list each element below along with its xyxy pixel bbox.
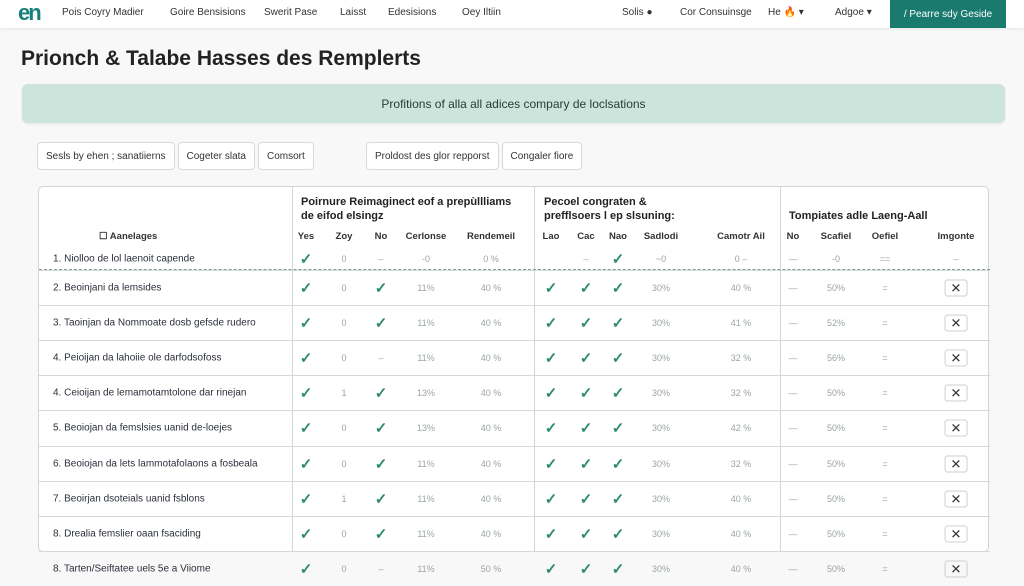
table-cell: = bbox=[882, 458, 888, 469]
check-icon: ✓ bbox=[544, 455, 558, 473]
table-cell: = bbox=[882, 423, 888, 434]
remove-button[interactable]: ✕ bbox=[945, 560, 968, 577]
table-cell: 0 bbox=[341, 318, 347, 329]
nav-item[interactable]: Swerit Pase bbox=[264, 7, 318, 18]
check-icon: ✓ bbox=[544, 420, 558, 438]
table-cell: 30% bbox=[651, 423, 671, 434]
table-cell: 50% bbox=[826, 423, 846, 434]
table-cell: — bbox=[788, 283, 798, 294]
check-icon: ✓ bbox=[544, 385, 558, 403]
table-cell: 52% bbox=[826, 318, 846, 329]
row-label: 2. Beoinjani da lemsides bbox=[53, 282, 162, 294]
table-cell: 50% bbox=[826, 458, 846, 469]
filter-button[interactable]: Proldost des glor repporst bbox=[366, 142, 499, 170]
table-cell: 40 % bbox=[480, 318, 502, 329]
table-cell: 11% bbox=[417, 283, 435, 294]
table-cell: 30% bbox=[651, 493, 671, 504]
table-cell: -0 bbox=[421, 254, 431, 264]
table-cell: = bbox=[882, 528, 888, 539]
filter-group bbox=[366, 142, 582, 170]
filter-button[interactable]: Comsort bbox=[258, 142, 314, 170]
table-cell: 11% bbox=[417, 563, 435, 574]
check-icon: ✓ bbox=[611, 455, 625, 473]
table-cell: 11% bbox=[417, 493, 435, 504]
check-icon: ✓ bbox=[579, 525, 593, 543]
top-nav bbox=[0, 0, 1024, 28]
table-row[interactable] bbox=[39, 516, 990, 551]
table-cell: – bbox=[378, 254, 384, 264]
table-cell: 0 % bbox=[483, 254, 499, 264]
check-icon: ✓ bbox=[611, 251, 625, 268]
table-cell: — bbox=[788, 563, 798, 574]
table-cell: 30% bbox=[651, 528, 671, 539]
table-cell: 0 bbox=[341, 528, 347, 539]
check-icon: ✓ bbox=[544, 560, 558, 578]
table-cell: 40 % bbox=[730, 493, 752, 504]
check-icon: ✓ bbox=[299, 455, 313, 473]
row-label: 8. Drealia femslier oaan fsaciding bbox=[53, 528, 201, 540]
page-title: Prionch & Talabe Hasses des Remplerts bbox=[21, 47, 421, 70]
info-banner: Profitions of alla all adices compary de loclsations bbox=[22, 84, 1005, 123]
table-cell: 56% bbox=[826, 353, 846, 364]
table-row[interactable] bbox=[39, 551, 990, 586]
table-cell: = bbox=[882, 283, 888, 294]
table-cell: — bbox=[788, 254, 798, 264]
check-icon: ✓ bbox=[299, 280, 313, 298]
remove-button[interactable]: ✕ bbox=[945, 315, 968, 332]
table-row[interactable] bbox=[39, 481, 990, 516]
row-label: 4. Peioijan da lahoiie ole darfodsofoss bbox=[53, 352, 222, 364]
table-cell: 11% bbox=[417, 528, 435, 539]
nav-item[interactable]: Goire Bensisions bbox=[170, 7, 246, 18]
table-cell: 40 % bbox=[480, 493, 502, 504]
nav-item[interactable]: Oey Iltiin bbox=[462, 7, 501, 18]
table-cell: 0 bbox=[341, 254, 347, 264]
check-icon: ✓ bbox=[611, 525, 625, 543]
table-cell: 50 % bbox=[480, 563, 502, 574]
table-cell: 40 % bbox=[480, 528, 502, 539]
check-icon: ✓ bbox=[299, 560, 313, 578]
column-header[interactable]: Yes bbox=[297, 231, 315, 242]
column-header[interactable]: Sadlodi bbox=[643, 231, 679, 242]
table-cell: 0 bbox=[341, 563, 347, 574]
table-cell: = bbox=[882, 353, 888, 364]
remove-button[interactable]: ✕ bbox=[945, 490, 968, 507]
table-cell: 50% bbox=[826, 388, 846, 399]
column-header[interactable]: ☐ Aanelages bbox=[99, 231, 158, 242]
table-cell: 40 % bbox=[730, 283, 752, 294]
table-cell: 30% bbox=[651, 458, 671, 469]
check-icon: ✓ bbox=[374, 525, 388, 543]
check-icon: ✓ bbox=[544, 350, 558, 368]
table-row[interactable] bbox=[39, 270, 990, 305]
table-cell: – bbox=[378, 563, 384, 574]
table-cell: 50% bbox=[826, 493, 846, 504]
table-cell: 40 % bbox=[480, 388, 502, 399]
row-label: 7. Beoirjan dsoteials uanid fsblons bbox=[53, 493, 205, 505]
check-icon: ✓ bbox=[611, 490, 625, 508]
check-icon: ✓ bbox=[374, 455, 388, 473]
check-icon: ✓ bbox=[374, 280, 388, 298]
filter-button[interactable]: Sesls by ehen ; sanatiierns bbox=[37, 142, 175, 170]
check-icon: ✓ bbox=[579, 420, 593, 438]
remove-button[interactable]: ✕ bbox=[945, 350, 968, 367]
table-cell: = bbox=[882, 563, 888, 574]
remove-button[interactable]: ✕ bbox=[945, 280, 968, 297]
logo[interactable]: en bbox=[18, 0, 40, 25]
column-header[interactable]: Scafiel bbox=[820, 231, 852, 242]
check-icon: ✓ bbox=[611, 315, 625, 333]
table-cell: – bbox=[953, 254, 959, 264]
table-cell: 32 % bbox=[730, 458, 752, 469]
check-icon: ✓ bbox=[579, 280, 593, 298]
table-row[interactable] bbox=[39, 446, 990, 481]
group-header: Poirnure Reimaginect eof a prepùllliams de eifod elsingz bbox=[301, 196, 512, 222]
remove-button[interactable]: ✕ bbox=[945, 525, 968, 542]
table-cell: — bbox=[788, 528, 798, 539]
table-cell: = bbox=[882, 493, 888, 504]
check-icon: ✓ bbox=[579, 560, 593, 578]
row-label: 4. Ceioijan de lemamotamtolone dar rinejan bbox=[53, 387, 247, 399]
row-label: 8. Tarten/Seiftatee uels 5e a Viiome bbox=[53, 563, 211, 575]
column-header[interactable]: Nao bbox=[609, 231, 627, 242]
row-label: 5. Beoiojan da femslsies uanid de-loejes bbox=[53, 422, 232, 434]
check-icon: ✓ bbox=[579, 490, 593, 508]
table-cell: 11% bbox=[417, 458, 435, 469]
column-header[interactable]: No bbox=[786, 231, 800, 242]
table-cell: 0 bbox=[341, 423, 347, 434]
column-header[interactable]: Zoy bbox=[335, 231, 353, 242]
table-row[interactable] bbox=[39, 249, 990, 270]
table-cell: 30% bbox=[651, 283, 671, 294]
check-icon: ✓ bbox=[299, 350, 313, 368]
check-icon: ✓ bbox=[544, 280, 558, 298]
check-icon: ✓ bbox=[611, 280, 625, 298]
filter-button[interactable]: Congaler fiore bbox=[502, 142, 583, 170]
table-cell: 1 bbox=[341, 493, 347, 504]
remove-button[interactable]: ✕ bbox=[945, 385, 968, 402]
table-cell: 0 – bbox=[734, 254, 748, 264]
table-row[interactable] bbox=[39, 410, 990, 445]
check-icon: ✓ bbox=[579, 455, 593, 473]
filter-group bbox=[37, 142, 314, 170]
column-header[interactable]: Lao bbox=[542, 231, 560, 242]
table-cell: — bbox=[788, 388, 798, 399]
check-icon: ✓ bbox=[579, 315, 593, 333]
row-label: 3. Taoinjan da Nommoate dosb gefsde rudero bbox=[53, 317, 256, 329]
table-cell: 1 bbox=[341, 388, 347, 399]
nav-dropdown[interactable]: He 🔥 ▾ bbox=[768, 7, 804, 18]
check-icon: ✓ bbox=[579, 385, 593, 403]
table-cell: — bbox=[788, 353, 798, 364]
column-header[interactable]: Cerlonse bbox=[405, 231, 447, 242]
comparison-table bbox=[38, 186, 989, 578]
check-icon: ✓ bbox=[299, 420, 313, 438]
table-cell: — bbox=[788, 423, 798, 434]
table-cell: 13% bbox=[416, 423, 436, 434]
table-cell: – bbox=[583, 254, 589, 264]
table-cell: 11% bbox=[417, 353, 435, 364]
table-cell: — bbox=[788, 493, 798, 504]
table-cell: 40 % bbox=[730, 563, 752, 574]
table-cell: 30% bbox=[651, 388, 671, 399]
nav-item[interactable]: Laisst bbox=[340, 7, 367, 18]
table-cell: ~0 bbox=[655, 254, 667, 264]
table-cell: 40 % bbox=[480, 423, 502, 434]
column-header[interactable]: Cac bbox=[577, 231, 595, 242]
check-icon: ✓ bbox=[374, 385, 388, 403]
table-cell: 50% bbox=[826, 563, 846, 574]
table-cell: == bbox=[879, 254, 891, 264]
column-header[interactable]: Rendemeil bbox=[466, 231, 516, 242]
table-cell: 0 bbox=[341, 458, 347, 469]
table-cell: = bbox=[882, 388, 888, 399]
table-cell: -0 bbox=[831, 254, 841, 264]
table-cell: 40 % bbox=[480, 283, 502, 294]
table-cell: 41 % bbox=[730, 318, 752, 329]
nav-item[interactable]: Edesisions bbox=[388, 7, 437, 18]
table-cell: 32 % bbox=[730, 353, 752, 364]
check-icon: ✓ bbox=[374, 420, 388, 438]
check-icon: ✓ bbox=[299, 385, 313, 403]
check-icon: ✓ bbox=[611, 350, 625, 368]
table-cell: 30% bbox=[651, 563, 671, 574]
cta-button[interactable]: / Pearre sdy Geside bbox=[890, 0, 1006, 28]
table-row[interactable] bbox=[39, 305, 990, 340]
column-header[interactable]: No bbox=[374, 231, 388, 242]
nav-user[interactable]: Solis ● bbox=[622, 7, 653, 18]
table-cell: – bbox=[378, 353, 384, 364]
table-cell: 42 % bbox=[730, 423, 752, 434]
filter-button[interactable]: Cogeter slata bbox=[178, 142, 255, 170]
check-icon: ✓ bbox=[374, 315, 388, 333]
table-cell: 40 % bbox=[480, 353, 502, 364]
column-header[interactable]: Imgonte bbox=[937, 231, 975, 242]
table-cell: — bbox=[788, 458, 798, 469]
nav-dropdown[interactable]: Adgoe ▾ bbox=[835, 7, 872, 18]
row-label: 6. Beoiojan da lets lammotafolaons a fosbeala bbox=[53, 458, 258, 470]
table-row[interactable] bbox=[39, 375, 990, 410]
column-header[interactable]: Camotr Ail bbox=[717, 231, 765, 242]
remove-button[interactable]: ✕ bbox=[945, 420, 968, 437]
table-cell: 0 bbox=[341, 353, 347, 364]
table-cell: 50% bbox=[826, 528, 846, 539]
check-icon: ✓ bbox=[544, 525, 558, 543]
check-icon: ✓ bbox=[299, 315, 313, 333]
check-icon: ✓ bbox=[611, 385, 625, 403]
table-cell: = bbox=[882, 318, 888, 329]
table-cell: 30% bbox=[651, 318, 671, 329]
table-cell: 50% bbox=[826, 283, 846, 294]
check-icon: ✓ bbox=[299, 251, 313, 268]
check-icon: ✓ bbox=[299, 490, 313, 508]
remove-button[interactable]: ✕ bbox=[945, 455, 968, 472]
nav-item[interactable]: Pois Coyry Madier bbox=[62, 7, 144, 18]
table-row[interactable] bbox=[39, 340, 990, 375]
table-cell: 11% bbox=[417, 318, 435, 329]
check-icon: ✓ bbox=[544, 490, 558, 508]
check-icon: ✓ bbox=[611, 560, 625, 578]
check-icon: ✓ bbox=[374, 490, 388, 508]
check-icon: ✓ bbox=[611, 420, 625, 438]
table-cell: 32 % bbox=[730, 388, 752, 399]
table-cell: 30% bbox=[651, 353, 671, 364]
group-header: Pecoel congraten & prefflsoers l ep slsuning: bbox=[544, 196, 675, 222]
table-cell: — bbox=[788, 318, 798, 329]
row-label: 1. Niolloo de lol laenoit capende bbox=[53, 253, 195, 265]
table-cell: 13% bbox=[416, 388, 436, 399]
check-icon: ✓ bbox=[299, 525, 313, 543]
column-header[interactable]: Oefiel bbox=[871, 231, 899, 242]
check-icon: ✓ bbox=[579, 350, 593, 368]
table-cell: 40 % bbox=[480, 458, 502, 469]
nav-consulting[interactable]: Cor Consuinsge bbox=[680, 7, 752, 18]
check-icon: ✓ bbox=[544, 315, 558, 333]
table-cell: 0 bbox=[341, 283, 347, 294]
group-header: Tompiates adle Laeng-Aall bbox=[789, 210, 928, 222]
table-cell: 40 % bbox=[730, 528, 752, 539]
